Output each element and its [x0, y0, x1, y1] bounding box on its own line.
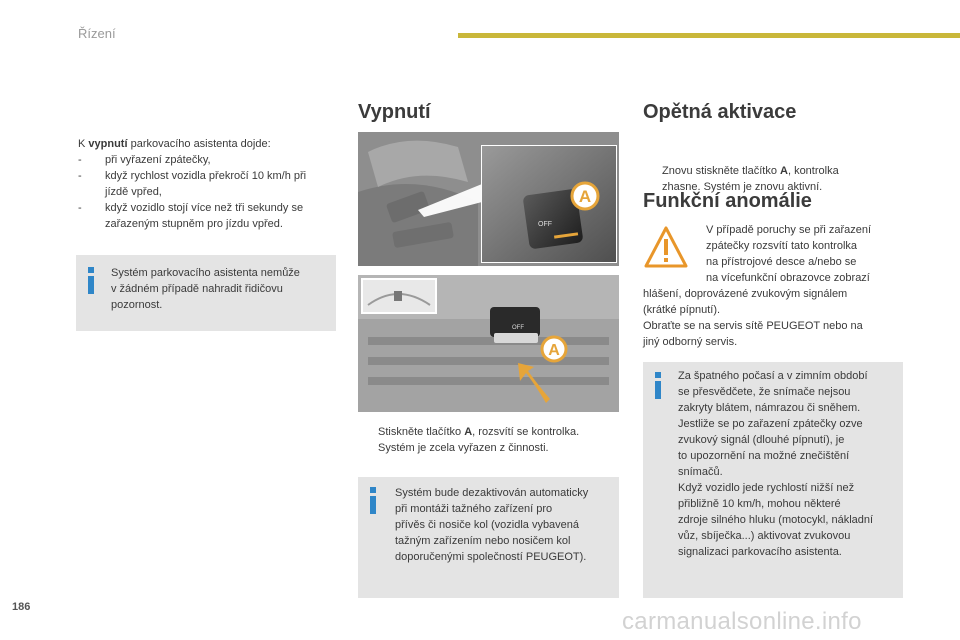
- list-item: - když rychlost vozidla překročí 10 km/h při jízdě vpřed,: [78, 170, 307, 198]
- intro-line: K vypnutí parkovacího asistenta dojde:: [78, 138, 271, 150]
- info-text: Za špatného počasí a v zimním období se přesvědčete, že snímače nejsou zakryty blátem, námrazou či sněhem. Jestliže se po zařazení zpátečky ozve zvukový signál (dlouhé pípnutí), je to upozornění na možné znečištění snímačů. Když vozidlo jede rychlostí nižší než přibližně 10 km/h, mohou některé zdroje silného hluku (motocykl, nákladní vůz, sbíječka...) aktivovat zvukovou signalizaci parkovacího asistenta.: [678, 370, 874, 558]
- section-title-malfunction: Funkční anomálie: [643, 190, 812, 212]
- info-box-towbar: [358, 477, 619, 598]
- info-box-attention: [76, 255, 336, 331]
- park-assist-button: [490, 307, 540, 337]
- deactivation-step: Stiskněte tlačítko A, rozsvítí se kontrolka. Systém je zcela vyřazen z činnosti.: [378, 426, 580, 454]
- shutdown-conditions: [78, 136, 343, 232]
- info-text: Systém parkovacího asistenta nemůže v žádném případě nahradit řidičovu pozornost.: [111, 267, 300, 311]
- info-box-weather: [643, 362, 903, 598]
- watermark: carmanualsonline.info: [622, 608, 862, 635]
- photo-dashboard-button: [358, 132, 619, 266]
- list-item: - když vozidlo stojí více než tři sekundy se zařazeným stupněm pro jízdu vpřed.: [78, 202, 304, 230]
- page-number: 186: [12, 601, 31, 613]
- console-illustration: [358, 275, 619, 412]
- malfunction-text: hlášení, doprovázené zvukovým signálem (krátké pípnutí). Obraťte se na servis sítě PEUGEOT nebo na jiný odborný servis.: [643, 288, 863, 348]
- photo-console-button: [358, 275, 619, 412]
- section-title-reactivation: Opětná aktivace: [643, 101, 797, 123]
- list-item: - při vyřazení zpátečky,: [78, 154, 211, 166]
- svg-text:OFF: OFF: [512, 325, 524, 331]
- header-accent-bar: [458, 33, 960, 38]
- warning-triangle-icon: [644, 226, 688, 273]
- svg-text:A: A: [548, 342, 560, 359]
- chapter-title: Řízení: [78, 26, 116, 41]
- svg-text:A: A: [578, 187, 592, 206]
- dashboard-illustration: [358, 132, 619, 266]
- svg-text:OFF: OFF: [538, 221, 552, 228]
- section-title-deactivation: Vypnutí: [358, 101, 431, 123]
- info-text: Systém bude dezaktivován automaticky při montáži tažného zařízení pro přívěs či nosiče kol (vozidla vybavená tažným zařízením nebo nosičem kol doporučenými společností PEUGEOT).: [395, 487, 589, 563]
- reactivation-step: Znovu stiskněte tlačítko A, kontrolka zhasne. Systém je znovu aktivní.: [662, 165, 839, 193]
- malfunction-text-indented: V případě poruchy se při zařazení zpátečky rozsvítí tato kontrolka na přístrojové desce a/nebo se na vícefunkční obrazovce zobrazí: [706, 224, 872, 284]
